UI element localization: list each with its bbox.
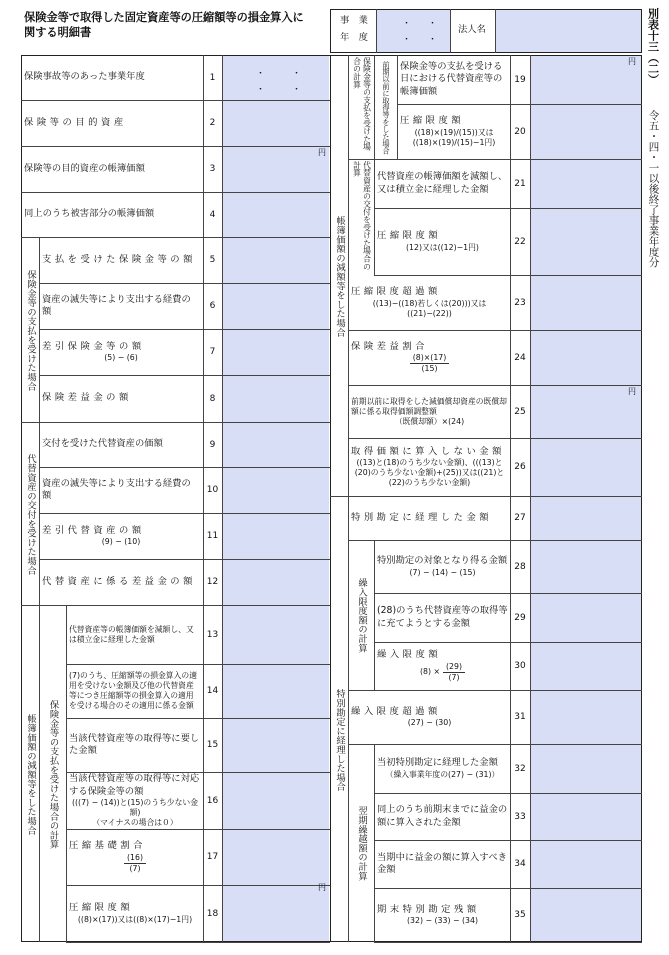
right-row-25-formula: （既償却額）×(24): [394, 416, 465, 426]
group-hoken: 保険金等の支払を受けた場合: [25, 269, 36, 391]
right-row-32-label: [377, 744, 508, 793]
left-row-14-text: (7)のうち、圧縮額等の損金算入の適用を受けない金額及び他の代替資産等につき圧縮額等の損金算入の適用を受ける場合のその適用に係る金額: [69, 671, 197, 710]
right-row-22-label: [377, 208, 508, 275]
left-row-12-number: 12: [206, 577, 219, 587]
right-row-20-number: 20: [514, 126, 526, 137]
left-row-5-label: [42, 237, 200, 283]
right-row-28-label: [377, 540, 508, 593]
right-row-29-label: [377, 593, 508, 642]
group-genkgaku-right: 帳簿価額の減額等をした場合: [334, 215, 345, 337]
right-row-30-fraction: [377, 662, 508, 683]
group-hokenkin-calc: 保険金等の支払を受けた場合の計算: [47, 699, 59, 849]
yen-unit-18: 円: [318, 883, 326, 892]
left-row-2-number: 2: [209, 118, 216, 128]
right-row-30-frac-prefix: (8) ×: [419, 667, 441, 677]
right-row-24-number: 24: [514, 352, 526, 363]
left-row-17-text: 圧縮基礎割合: [69, 840, 146, 852]
right-row-31-formula: (27) − (30): [407, 718, 452, 728]
group-tokubetsu: 特別勘定に経理した場合: [334, 688, 345, 792]
left-row-1-number: 1: [209, 72, 216, 83]
left-row-12-label: [42, 559, 200, 605]
right-row-23-number: 23: [514, 297, 526, 308]
left-row-7-formula: (5) − (6): [104, 353, 138, 363]
right-row-23-formula: ((13)−((18)若しくは(20)))又は((21)−(22)): [372, 298, 487, 318]
left-row-17-numerator: (16): [124, 853, 146, 864]
left-row-7-label: [42, 329, 200, 375]
right-row-25-text: 前期以前に取得をした減価償却資産の既償却額に係る取得価額調整額: [351, 396, 507, 416]
right-row-34-number: 34: [514, 859, 526, 869]
left-row-8-label: [42, 375, 200, 422]
right-row-26-text: 取得価額に算入しない金額: [351, 445, 505, 457]
right-row-30-text: 繰入限度額: [377, 649, 442, 661]
left-row-14-number: 14: [206, 686, 219, 696]
hojin-label: 法人名: [458, 23, 486, 35]
right-row-32-number: 32: [514, 763, 526, 774]
form-title: [24, 10, 304, 40]
group-pay-note: 前期以前に取得等をした場合: [382, 60, 391, 155]
right-row-30-denominator: (7): [448, 672, 460, 682]
right-row-26-formula: ((13)と(18)のうち少ない金額)、(((13)と(20)のうち少ない金額)+(25))又は((21)と(22)のうち少ない金額): [354, 458, 505, 488]
right-row-22-number: 22: [514, 236, 526, 247]
group-daitai: 代替資産の交付を受けた場合: [25, 453, 36, 575]
right-row-26-number: 26: [514, 462, 526, 472]
left-row-4-text: 同上のうち被害部分の帳簿価額: [24, 208, 155, 220]
right-value-column[interactable]: [531, 56, 641, 941]
right-row-19-number: 19: [514, 74, 526, 85]
right-row-33-text: 同上のうち前期末までに益金の額に算入された金額: [377, 804, 508, 828]
left-row-17-number: 17: [206, 852, 219, 862]
group-yokuki: 翌期繰越額の計算: [356, 805, 367, 881]
left-row-11-text: 差引代替資産の額: [42, 524, 145, 536]
left-row-11-label: [42, 513, 200, 559]
left-row-4-label: [24, 192, 200, 237]
right-row-22-formula: (12)又は((12)−1円): [406, 242, 479, 252]
yen-unit-25: 円: [628, 387, 636, 396]
left-row-3-number: 3: [209, 164, 216, 174]
right-row-30-numerator: (29): [443, 662, 465, 673]
title-line-1: 保険金等で取得した固定資産等の圧縮額等の損金算入に: [24, 11, 304, 24]
right-row-23-label: [351, 275, 508, 330]
right-row-27-label: [351, 496, 508, 540]
left-row-18-number: 18: [206, 908, 219, 919]
right-row-35-number: 35: [514, 910, 526, 920]
left-row-3-label: [24, 146, 200, 192]
group-pay-sub: 保険金等の支払を受けた場合の計算: [352, 57, 372, 151]
fiscal-year-input[interactable]: [377, 10, 450, 52]
left-row-9-number: 9: [209, 439, 216, 450]
right-row-23-text: 圧縮限度超過額: [351, 286, 441, 298]
jigyo-label: 事 業: [340, 14, 368, 26]
left-row-10-text: 資産の滅失等により支出する経費の額: [42, 477, 191, 501]
right-row-19-text: 保険金等の支払を受ける日における代替資産等の帳簿価額: [400, 60, 503, 97]
yen-unit-3: 円: [318, 148, 326, 157]
left-row-4-number: 4: [209, 209, 216, 220]
right-row-20-formula: ((18)×(19)/(15))又は((18)×(19)/(15)−1円): [412, 127, 496, 147]
left-row-6-label: [42, 283, 200, 329]
left-row-5-number: 5: [209, 255, 216, 265]
right-row-22-text: 圧縮限度額: [377, 230, 442, 242]
left-row-12-text: 代替資産に係る差益金の額: [42, 575, 196, 587]
left-row-6-number: 6: [209, 301, 216, 311]
left-row-18-formula: ((8)×(17))又は((8)×(17)−1円): [77, 914, 193, 924]
left-row-7-text: 差引保険金等の額: [42, 340, 145, 352]
left-row-13-text: 代替資産等の帳簿価額を減額し、又は積立金に経理した金額: [69, 624, 194, 644]
left-row-10-number: 10: [206, 485, 219, 495]
group-kurinyu: 繰入限度額の計算: [356, 577, 367, 653]
right-row-32-formula: （繰入事業年度の(27) − (31)）: [385, 769, 500, 779]
left-row-15-text: 当該代替資産等の取得等に要した金額: [69, 732, 200, 756]
right-row-34-text: 当期中に益金の額に算入すべき金額: [377, 851, 507, 875]
right-row-20-label: [400, 104, 508, 159]
left-row-17-fraction: [69, 853, 201, 874]
right-row-31-text: 繰入限度超過額: [351, 705, 441, 717]
right-row-35-formula: (32) − (33) − (34): [407, 916, 478, 926]
right-row-29-text: (28)のうち代替資産等の取得等に充てようとする金額: [377, 605, 508, 629]
left-row-1-label: [24, 55, 200, 100]
right-row-30-number: 30: [514, 661, 526, 671]
left-row-15-number: 15: [206, 740, 219, 750]
right-row-30-label: [377, 642, 508, 690]
left-row-15-label: [69, 718, 201, 772]
left-row-13-label: [69, 605, 201, 664]
left-row-18-label: [69, 885, 201, 942]
right-row-26-label: [351, 438, 508, 496]
left-value-column[interactable]: [223, 56, 329, 941]
right-row-24-numerator: (8)×(17): [410, 353, 450, 364]
left-row-17-label: [69, 829, 201, 885]
side-version-note: 令五・四・一以後終了事業年度分: [647, 110, 660, 268]
nendo-label: 年 度: [340, 31, 368, 43]
side-table-number: 別表十三（二）: [646, 8, 660, 85]
right-row-24-fraction: [351, 353, 508, 374]
left-row-16-text: 当該代替資産等の取得等に対応する保険金等の額: [69, 773, 200, 797]
left-row-13-number: 13: [206, 629, 219, 640]
right-row-25-number: 25: [514, 406, 526, 417]
right-row-21-text: 代替資産の帳簿価額を減額し、又は積立金に経理した金額: [377, 171, 508, 195]
right-row-32-text: 当初特別勘定に経理した金額: [377, 757, 498, 769]
right-row-31-label: [351, 690, 508, 744]
right-row-21-number: 21: [514, 178, 526, 189]
right-row-31-number: 31: [514, 712, 526, 722]
left-row-14-label: [69, 664, 201, 718]
left-row-3-text: 保険等の目的資産の帳簿価額: [24, 162, 145, 174]
left-row-7-number: 7: [209, 347, 216, 357]
right-row-33-number: 33: [514, 811, 526, 822]
right-row-28-formula: (7) − (14) − (15): [409, 567, 476, 577]
right-row-21-label: [377, 159, 508, 208]
right-row-27-text: 特別勘定に経理した金額: [351, 511, 493, 523]
right-row-35-text: 期末特別勘定残額: [377, 903, 480, 915]
left-row-10-label: [42, 467, 200, 513]
right-row-35-label: [377, 888, 508, 942]
left-row-16-note: （マイナスの場合は０）: [92, 818, 178, 827]
right-row-34-label: [377, 840, 508, 888]
group-genkgaku-left: 帳簿価額の減額等をした場合: [25, 713, 36, 835]
left-row-5-text: 支払を受けた保険金等の額: [42, 253, 196, 265]
left-row-16-label: [69, 772, 201, 829]
title-line-2: 関する明細書: [24, 26, 92, 39]
right-row-25-label: [351, 385, 508, 438]
left-row-9-label: [42, 422, 200, 467]
left-row-11-formula: (9) − (10): [101, 537, 141, 547]
left-row-1-text: 保険事故等のあった事業年度: [24, 71, 145, 83]
right-row-28-text: 特別勘定の対象となり得る金額: [377, 555, 508, 567]
right-row-19-label: [400, 55, 508, 104]
left-row-6-text: 資産の滅失等により支出する経費の額: [42, 293, 191, 317]
left-row-9-text: 交付を受けた代替資産の価額: [42, 438, 163, 450]
left-row-8-text: 保険差益金の額: [42, 392, 132, 404]
right-row-33-label: [377, 793, 508, 840]
right-row-20-text: 圧縮限度額: [400, 115, 465, 127]
corporation-name-input[interactable]: [496, 10, 641, 52]
left-row-17-denominator: (7): [129, 863, 141, 873]
left-row-2-text: 保険等の目的資産: [24, 116, 127, 128]
left-row-11-number: 11: [206, 531, 219, 541]
right-row-24-label: [351, 330, 508, 385]
right-row-27-number: 27: [514, 513, 526, 523]
left-row-16-formula: (((7) − (14))と(15)のうち少ない金額): [71, 798, 199, 817]
yen-unit-19: 円: [628, 57, 636, 66]
left-row-2-label: [24, 100, 200, 146]
group-daitai-sub: 代替資産の交付を受けた場合の計算: [352, 161, 372, 271]
left-row-18-text: 圧縮限度額: [69, 902, 134, 914]
left-row-16-number: 16: [206, 795, 219, 806]
right-row-24-denominator: (15): [421, 364, 438, 374]
right-row-24-text: 保険差益割合: [351, 340, 428, 352]
right-row-29-number: 29: [514, 612, 526, 623]
right-row-28-number: 28: [514, 561, 526, 572]
left-row-8-number: 8: [209, 393, 216, 404]
